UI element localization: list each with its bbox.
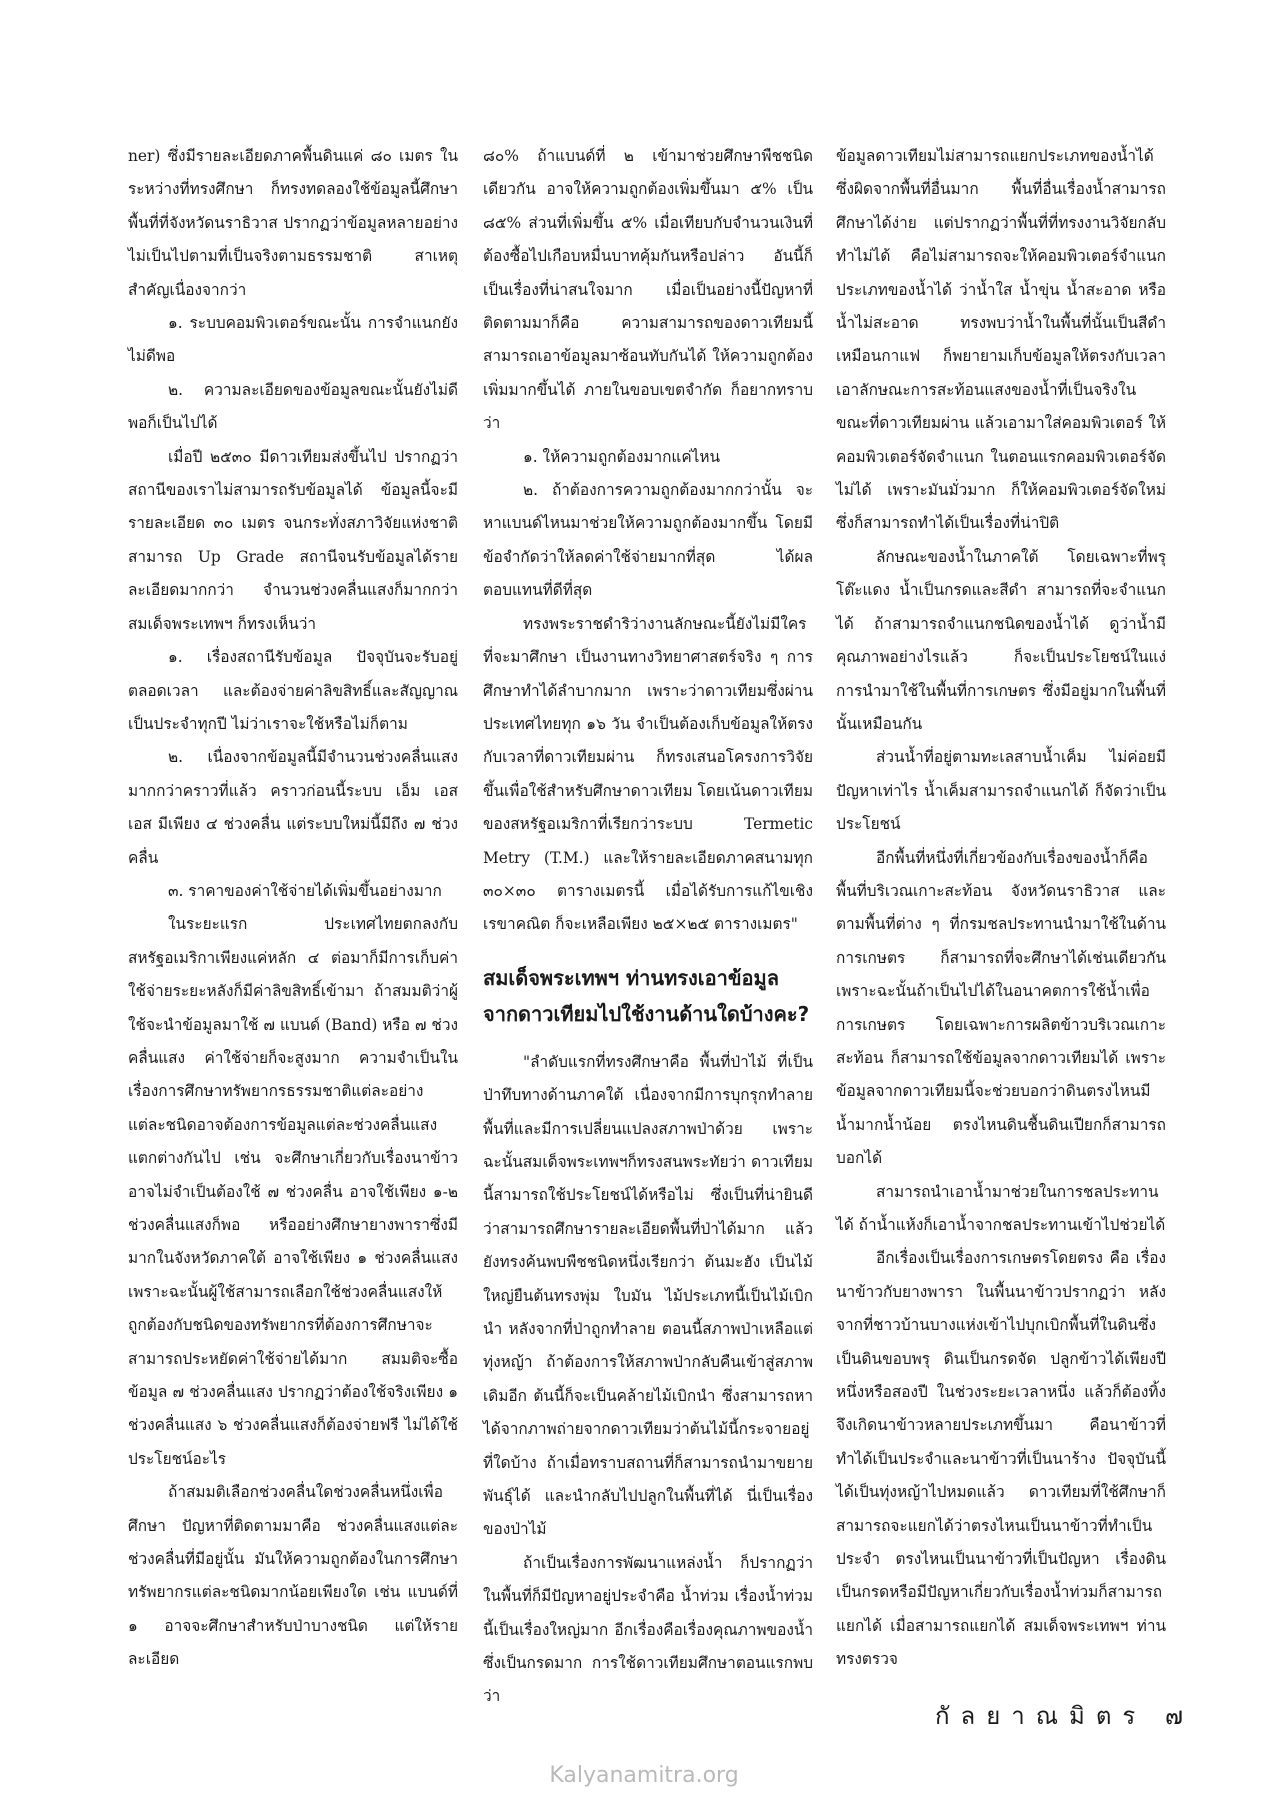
watermark: Kalyanamitra.org (549, 1763, 739, 1788)
paragraph: สามารถนำเอาน้ำมาช่วยในการชลประทานได้ ถ้าน้ำแห้งก็เอาน้ำจากชลประทานเข้าไปช่วยได้ (836, 1182, 1166, 1234)
paragraph: ถ้าเป็นเรื่องการพัฒนาแหล่งน้ำ ก็ปรากฏว่าในพื้นที่ก็มีปัญหาอยู่ประจำคือ น้ำท่วม เรื่องน้ำท่วมนี้เป็นเรื่องใหญ่มาก อีกเรื่องคือเรื่องคุณภาพของน้ำซึ่งเป็นกรดมาก การใช้ดาวเทียมศึกษาตอนแรกพบว่า (483, 1553, 813, 1706)
paragraph: ๓. ราคาของค่าใช้จ่ายได้เพิ่มขึ้นอย่างมาก (168, 881, 442, 900)
paragraph: อีกพื้นที่หนึ่งที่เกี่ยวข้องกับเรื่องของน้ำก็คือ พื้นที่บริเวณเกาะสะท้อน จังหวัดนราธิวาส และตามพื้นที่ต่าง ๆ ที่กรมชลประทานนำมาใช้ในด้านการเกษตร ก็สามารถที่จะศึกษาได้เช่นเดียวกัน เพราะฉะนั้นถ้าเป็นไปได้ในอนาคตการใช้น้ำเพื่อการเกษตร โดยเฉพาะการผลิตข้าวบริเวณเกาะสะท้อน ก็สามารถใช้ข้อมูลจากดาวเทียมได้ เพราะข้อมูลจากดาวเทียมนี้จะช่วยบอกว่าดินตรงไหนมีน้ำมากน้ำน้อย ตรงไหนดินชื้นดินเปียกก็สามารถบอกได้ (836, 848, 1166, 1168)
paragraph: ส่วนน้ำที่อยู่ตามทะเลสาบน้ำเค็ม ไม่ค่อยมีปัญหาเท่าไร น้ำเค็มสามารถจำแนกได้ ก็จัดว่าเป็นประโยชน์ (836, 748, 1166, 834)
paragraph: ในระยะแรก ประเทศไทยตกลงกับสหรัฐอเมริกาเพียงแค่หลัก ๔ ต่อมาก็มีการเก็บค่าใช้จ่ายระยะหลังก็มีค่าลิขสิทธิ์เข้ามา ถ้าสมมติว่าผู้ใช้จะนำข้อมูลมาใช้ ๗ แบนด์ (Band) หรือ ๗ ช่วงคลื่นแสง ค่าใช้จ่ายก็จะสูงมาก ความจำเป็นในเรื่องการศึกษาทรัพยากรธรรมชาติแต่ละอย่าง แต่ละชนิดอาจต้องการข้อมูลแต่ละช่วงคลื่นแสงแตกต่างกันไป เช่น จะศึกษาเกี่ยวกับเรื่องนาข้าว อาจไม่จำเป็นต้องใช้ ๗ ช่วงคลื่น อาจใช้เพียง ๑-๒ ช่วงคลื่นแสงก็พอ หรืออย่างศึกษายางพาราซึ่งมีมากในจังหวัดภาคใต้ อาจใช้เพียง ๑ ช่วงคลื่นแสง เพราะฉะนั้นผู้ใช้สามารถเลือกใช้ช่วงคลื่นแสงให้ถูกต้องกับชนิดของทรัพยากรที่ต้องการศึกษาจะสามารถประหยัดค่าใช้จ่ายได้มาก สมมติจะซื้อข้อมูล ๗ ช่วงคลื่นแสง ปรากฏว่าต้องใช้จริงเพียง ๑ ช่วงคลื่นแสง ๖ ช่วงคลื่นแสงก็ต้องจ่ายฟรี ไม่ได้ใช้ประโยชน์อะไร (128, 915, 458, 1468)
paragraph: ถ้าสมมติเลือกช่วงคลื่นใดช่วงคลื่นหนึ่งเพื่อศึกษา ปัญหาที่ติดตามมาคือ ช่วงคลื่นแสงแต่ละช่วงคลื่นที่มีอยู่นั้น มันให้ความถูกต้องในการศึกษาทรัพยากรแต่ละชนิดมากน้อยเพียงใด เช่น แบนด์ที่ ๑ อาจจะศึกษาสำหรับป่าบางชนิด แต่ให้รายละเอียด (128, 1483, 458, 1669)
paragraph: ๑. ให้ความถูกต้องมากแค่ไหน (523, 447, 721, 466)
paragraph: ๒. ถ้าต้องการความถูกต้องมากกว่านั้น จะหาแบนด์ไหนมาช่วยให้ความถูกต้องมากขึ้น โดยมีข้อจำกัดว่าให้ลดค่าใช้จ่ายมากที่สุด ได้ผลตอบแทนที่ดีที่สุด (483, 481, 813, 600)
paragraph: ข้อมูลดาวเทียมไม่สามารถแยกประเภทของน้ำได้ ซึ่งผิดจากพื้นที่อื่นมาก พื้นที่อื่นเรื่องน้ำสามารถศึกษาได้ง่าย แต่ปรากฏว่าพื้นที่ที่ทรงงานวิจัยกลับทำไม่ได้ คือไม่สามารถจะให้คอมพิวเตอร์จำแนกประเภทของน้ำได้ ว่าน้ำใส น้ำขุ่น น้ำสะอาด หรือน้ำไม่สะอาด ทรงพบว่าน้ำในพื้นที่นั้นเป็นสีดำเหมือนกาแฟ ก็พยายามเก็บข้อมูลให้ตรงกับเวลา เอาลักษณะการสะท้อนแสงของน้ำที่เป็นจริงในขณะที่ดาวเทียมผ่าน แล้วเอามาใส่คอมพิวเตอร์ ให้คอมพิวเตอร์จัดจำแนก ในตอนแรกคอมพิวเตอร์จัดไม่ได้ เพราะมันมั่วมาก ก็ให้คอมพิวเตอร์จัดใหม่ ซึ่งก็สามารถทำได้เป็นเรื่องที่น่าปิติ (836, 147, 1166, 533)
column-2 (483, 140, 813, 1714)
paragraph: ลักษณะของน้ำในภาคใต้ โดยเฉพาะที่พรุโต๊ะแดง น้ำเป็นกรดและสีดำ สามารถที่จะจำแนกได้ ถ้าสามารถจำแนกชนิดของน้ำได้ ดูว่าน้ำมีคุณภาพอย่างไรแล้ว ก็จะเป็นประโยชน์ในแง่การนำมาใช้ในพื้นที่การเกษตร ซึ่งมีอยู่มากในพื้นที่นั้นเหมือนกัน (836, 547, 1166, 733)
paragraph: ๒. เนื่องจากข้อมูลนี้มีจำนวนช่วงคลื่นแสงมากกว่าคราวที่แล้ว คราวก่อนนี้ระบบ เอ็ม เอส เอส มีเพียง ๔ ช่วงคลื่น แต่ระบบใหม่นี้มีถึง ๗ ช่วงคลื่น (128, 748, 458, 867)
page-folio: กัลยาณมิตร ๗ (934, 1702, 1194, 1730)
paragraph: ๑. ระบบคอมพิวเตอร์ขณะนั้น การจำแนกยังไม่ดีพอ (128, 314, 458, 366)
column-3 (836, 140, 1166, 1677)
paragraph: ner) ซึ่งมีรายละเอียดภาคพื้นดินแค่ ๘๐ เมตร ในระหว่างที่ทรงศึกษา ก็ทรงทดลองใช้ข้อมูลนี้ศึกษาพื้นที่ที่จังหวัดนราธิวาส ปรากฏว่าข้อมูลหลายอย่างไม่เป็นไปตามที่เป็นจริงตามธรรมชาติ สาเหตุสำคัญเนื่องจากว่า (128, 147, 458, 299)
paragraph: อีกเรื่องเป็นเรื่องการเกษตรโดยตรง คือ เรื่องนาข้าวกับยางพารา ในพื้นนาข้าวปรากฏว่า หลังจากที่ชาวบ้านบางแห่งเข้าไปบุกเบิกพื้นที่ในดินซึ่งเป็นดินขอบพรุ ดินเป็นกรดจัด ปลูกข้าวได้เพียงปีหนึ่งหรือสองปี ในช่วงระยะเวลาหนึ่ง แล้วก็ต้องทิ้ง จึงเกิดนาข้าวหลายประเภทขึ้นมา คือนาข้าวที่ทำได้เป็นประจำและนาข้าวที่เป็นนาร้าง ปัจจุบันนี้ได้เป็นทุ่งหญ้าไปหมดแล้ว ดาวเทียมที่ใช้ศึกษาก็สามารถจะแยกได้ว่าตรงไหนเป็นนาข้าวที่ทำเป็นประจำ ตรงไหนเป็นนาข้าวที่เป็นปัญหา เรื่องดินเป็นกรดหรือมีปัญหาเกี่ยวกับเรื่องน้ำท่วมก็สามารถแยกได้ เมื่อสามารถแยกได้ สมเด็จพระเทพฯ ท่านทรงตรวจ (836, 1249, 1166, 1669)
paragraph: ทรงพระราชดำริว่างานลักษณะนี้ยังไม่มีใครที่จะมาศึกษา เป็นงานทางวิทยาศาสตร์จริง ๆ การศึกษาทำได้ลำบากมาก เพราะว่าดาวเทียมซึ่งผ่านประเทศไทยทุก ๑๖ วัน จำเป็นต้องเก็บข้อมูลให้ตรงกับเวลาที่ดาวเทียมผ่าน ก็ทรงเสนอโครงการวิจัยขึ้นเพื่อใช้สำหรับศึกษาดาวเทียม โดยเน้นดาวเทียมของสหรัฐอเมริกาที่เรียกว่าระบบ Termetic Metry (T.M.) และให้รายละเอียดภาคสนามทุก ๓๐×๓๐ ตารางเมตรนี้ เมื่อได้รับการแก้ไขเชิงเรขาคณิต ก็จะเหลือเพียง ๒๕×๒๕ ตารางเมตร" (483, 614, 813, 934)
paragraph: ๑. เรื่องสถานีรับข้อมูล ปัจจุบันจะรับอยู่ตลอดเวลา และต้องจ่ายค่าลิขสิทธิ์และสัญญาณเป็นประจำทุกปี ไม่ว่าเราจะใช้หรือไม่ก็ตาม (128, 648, 458, 733)
section-heading: สมเด็จพระเทพฯ ท่านทรงเอาข้อมูลจากดาวเทียมไปใช้งานด้านใดบ้างคะ? (483, 965, 810, 1026)
paragraph: ๘๐% ถ้าแบนด์ที่ ๒ เข้ามาช่วยศึกษาพืชชนิดเดียวกัน อาจให้ความถูกต้องเพิ่มขึ้นมา ๕% เป็น ๘๕% ส่วนที่เพิ่มขึ้น ๕% เมื่อเทียบกับจำนวนเงินที่ต้องซื้อไปเกือบหมื่นบาทคุ้มกันหรือปล่าว อันนี้ก็เป็นเรื่องที่น่าสนใจมาก เมื่อเป็นอย่างนี้ปัญหาที่ติดตามมาก็คือ ความสามารถของดาวเทียมนี้สามารถเอาข้อมูลมาซ้อนทับกันได้ ให้ความถูกต้องเพิ่มมากขึ้นได้ ภายในขอบเขตจำกัด ก็อยากทราบว่า (483, 147, 813, 433)
paragraph: "ลำดับแรกที่ทรงศึกษาคือ พื้นที่ป่าไม้ ที่เป็นป่าทึบทางด้านภาคใต้ เนื่องจากมีการบุกรุกทำลายพื้นที่และมีการเปลี่ยนแปลงสภาพป่าด้วย เพราะฉะนั้นสมเด็จพระเทพฯก็ทรงสนพระทัยว่า ดาวเทียมนี้สามารถใช้ประโยชน์ได้หรือไม่ ซึ่งเป็นที่น่ายินดีว่าสามารถศึกษารายละเอียดพื้นที่ป่าได้มาก แล้วยังทรงค้นพบพืชชนิดหนึ่งเรียกว่า ต้นมะฮัง เป็นไม้ใหญ่ยืนต้นทรงพุ่ม ใบมัน ไม้ประเภทนี้เป็นไม้เบิกนำ หลังจากที่ป่าถูกทำลาย ตอนนี้สภาพป่าเหลือแต่ทุ่งหญ้า ถ้าต้องการให้สภาพป่ากลับคืนเข้าสู่สภาพเดิมอีก ต้นนี้ก็จะเป็นคล้ายไม้เบิกนำ ซึ่งสามารถหาได้จากภาพถ่ายจากดาวเทียมว่าต้นไม้นี้กระจายอยู่ที่ใดบ้าง ถ้าเมื่อทราบสถานที่ก็สามารถนำมาขยายพันธุ์ได้ และนำกลับไปปลูกในพื้นที่ได้ นี่เป็นเรื่องของป่าไม้ (483, 1052, 813, 1539)
column-1 (128, 140, 458, 1677)
paragraph: เมื่อปี ๒๕๓๐ มีดาวเทียมส่งขึ้นไป ปรากฏว่าสถานีของเราไม่สามารถรับข้อมูลได้ ข้อมูลนี้จะมีรายละเอียด ๓๐ เมตร จนกระทั่งสภาวิจัยแห่งชาติสามารถ Up Grade สถานีจนรับข้อมูลได้รายละเอียดมากกว่า จำนวนช่วงคลื่นแสงก็มากกว่า สมเด็จพระเทพฯ ก็ทรงเห็นว่า (128, 447, 458, 633)
paragraph: ๒. ความละเอียดของข้อมูลขณะนั้นยังไม่ดีพอก็เป็นไปได้ (128, 380, 458, 433)
